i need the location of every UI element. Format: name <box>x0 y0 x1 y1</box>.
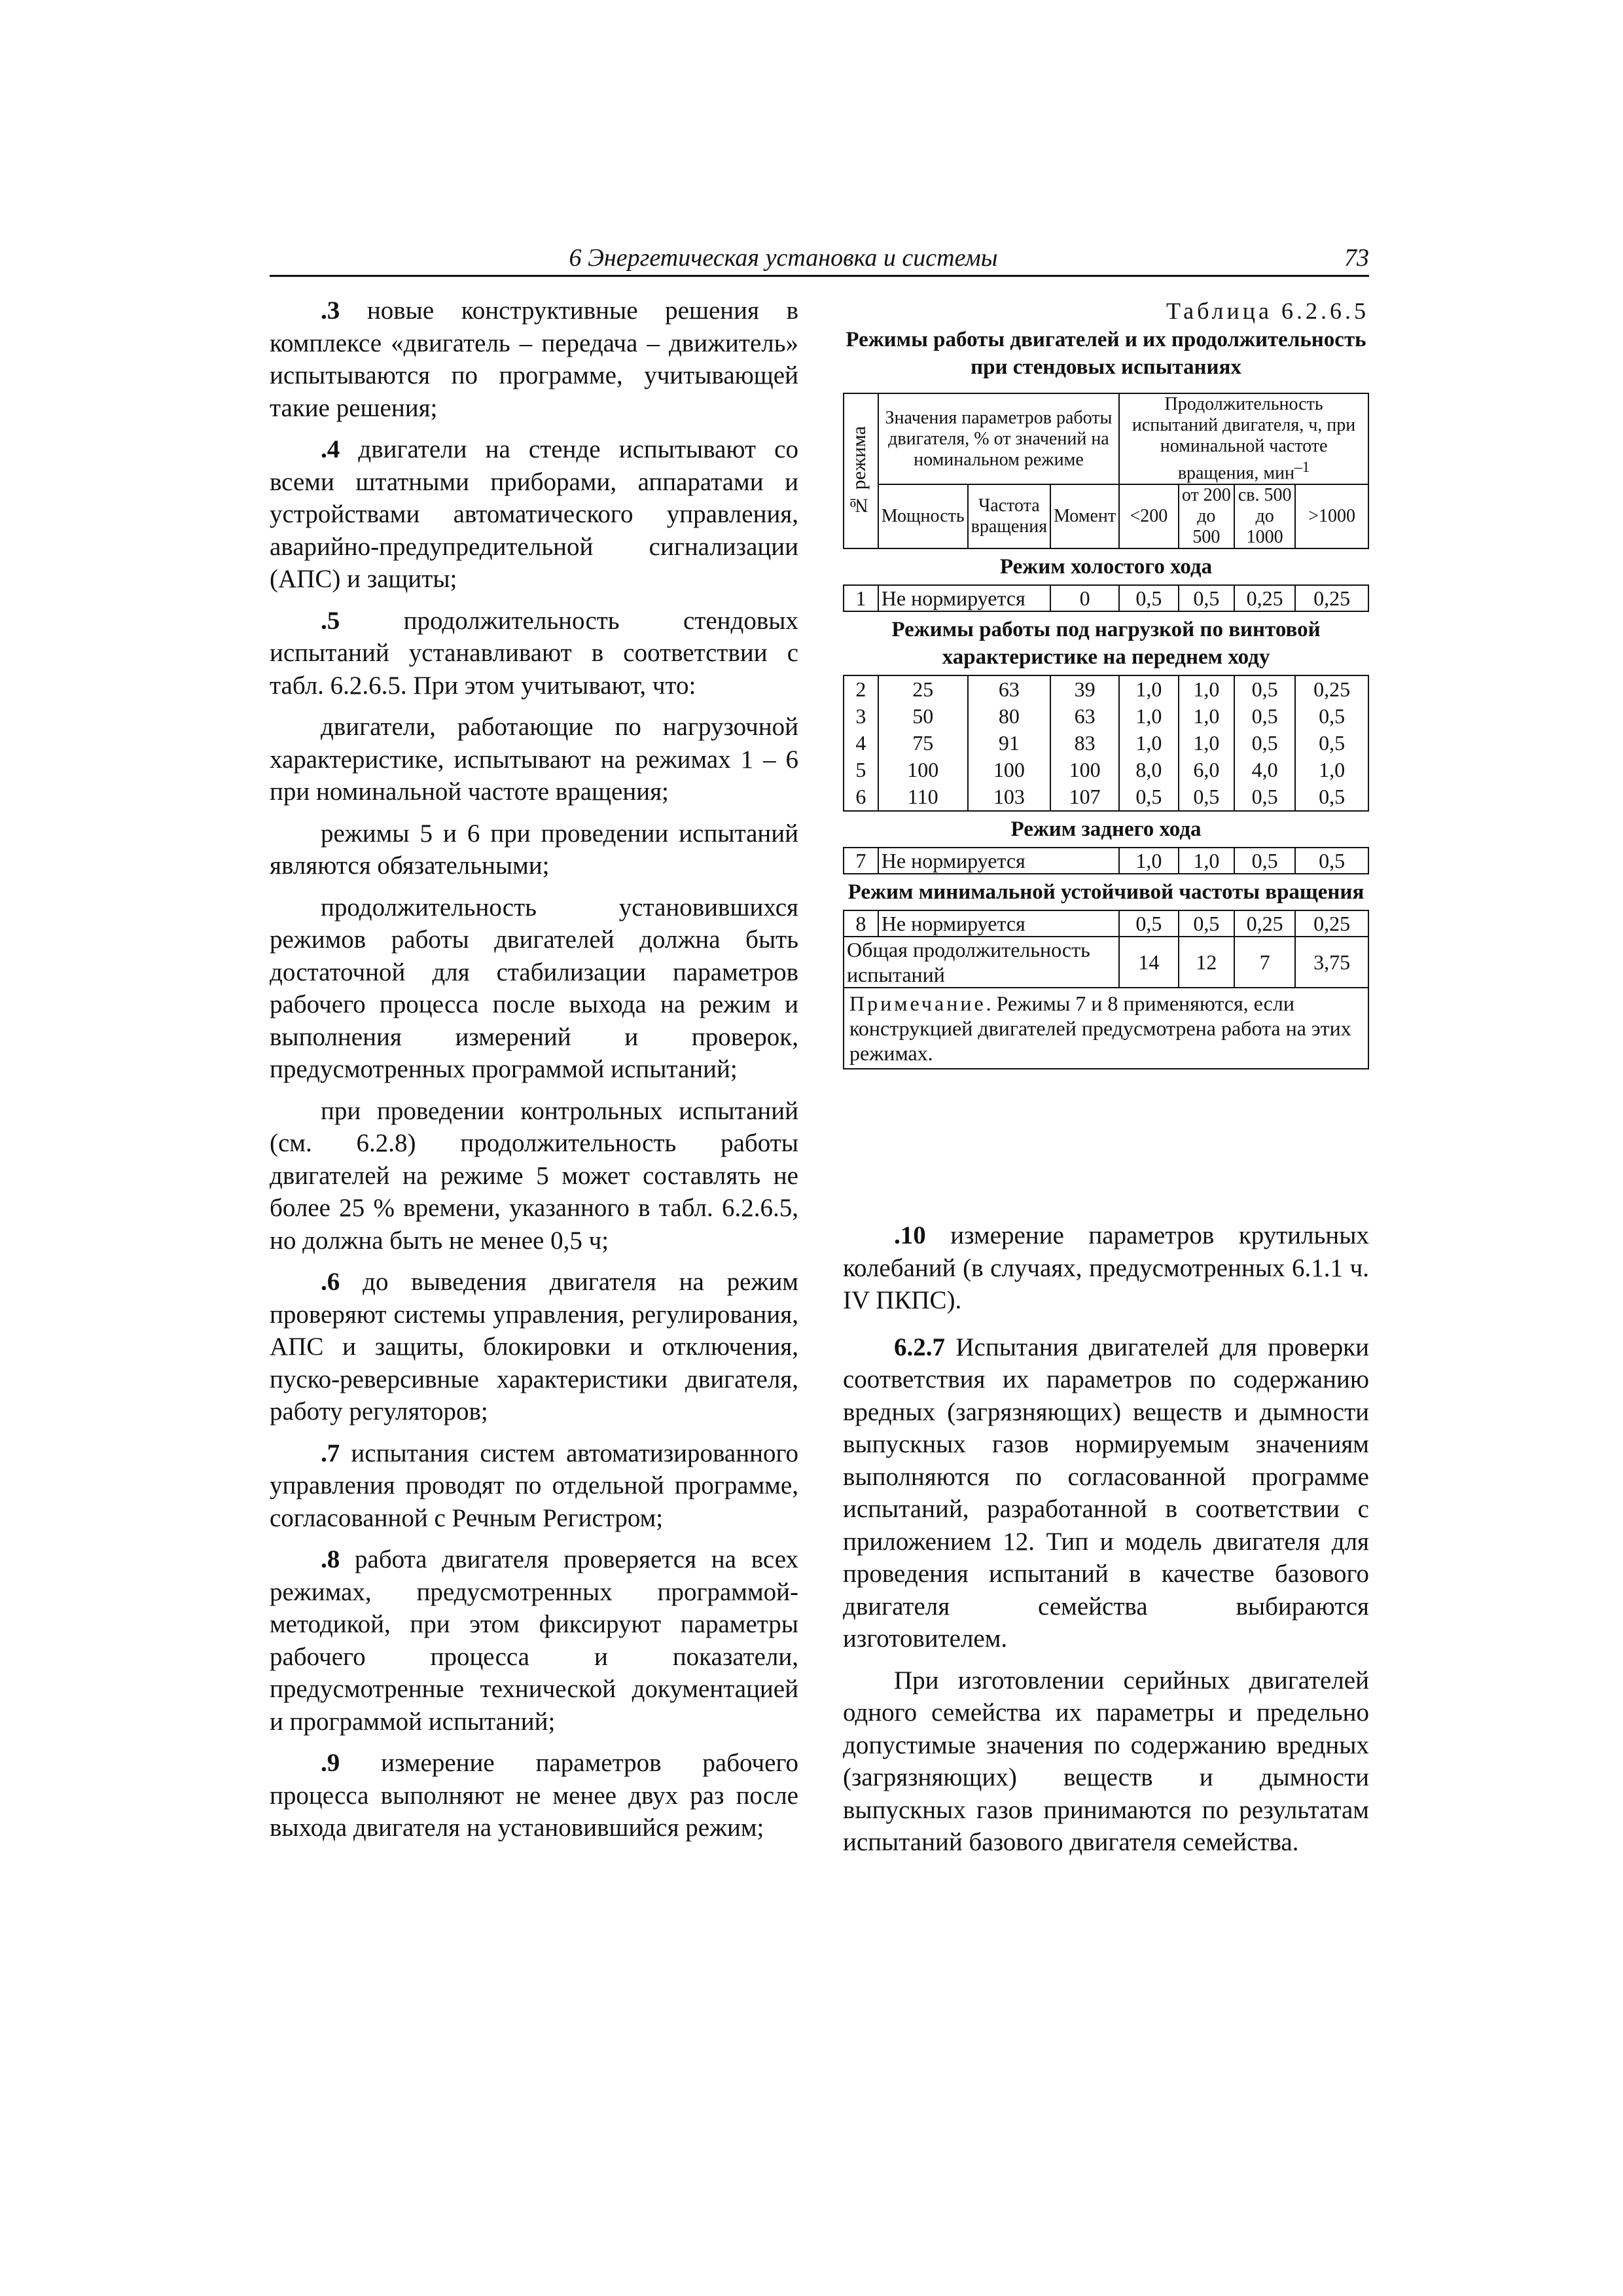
table-cell: 12 <box>1179 937 1234 988</box>
speed-lt200-header: <200 <box>1119 484 1179 548</box>
table-cell: 4 <box>844 730 878 757</box>
table-cell: 0,25 <box>1295 910 1368 937</box>
paragraph: .10 измерение параметров крутильных колебаний (в случаях, предусмотренных 6.1.1 ч. IV ПКПС). <box>843 1221 1369 1314</box>
table-cell: 5 <box>844 757 878 783</box>
power-header: Мощность <box>878 484 968 548</box>
table-caption <box>843 296 1369 381</box>
table-row <box>844 703 1368 730</box>
section-heading: Режим заднего хода <box>844 811 1368 848</box>
table-cell: 0,5 <box>1179 783 1234 811</box>
running-header <box>270 243 1369 277</box>
table-cell: 0,5 <box>1179 910 1234 937</box>
table-cell: 100 <box>1050 757 1119 783</box>
header-title: 6 Энергетическая установка и системы <box>569 244 998 272</box>
table-cell: 1,0 <box>1179 730 1234 757</box>
table-cell: Не нормируется <box>878 848 1119 874</box>
paragraph: продолжительность установившихся режимов работы двигателей должна быть достаточной для стабилизации параметров рабочего процесса после выхода на режим и выполнения измерений и проверок, предусмотренных программой испытаний; <box>270 893 798 1083</box>
section-heading: Режим минимальной устойчивой частоты вращения <box>844 874 1368 910</box>
table-cell: 50 <box>878 703 968 730</box>
parameters-group-header: Значения параметров работы двигателя, % от значений на номинальном режиме <box>878 393 1119 484</box>
paragraph: .7 испытания систем автоматизированного управления проводят по отдельной программе, согласованной с Речным Регистром; <box>270 1439 798 1532</box>
paragraph: .3 новые конструктивные решения в комплексе «двигатель – передача – движитель» испытываются по программе, учитывающей такие решения; <box>270 296 798 422</box>
table-cell: 1,0 <box>1119 848 1179 874</box>
table-cell: 0,5 <box>1234 783 1295 811</box>
table-cell: Не нормируется <box>878 910 1119 937</box>
duration-group-header: Продолжительность испытаний двигателя, ч, при номинальной частоте вращения, мин$^{-1}$ <box>1119 393 1368 484</box>
paragraph: .6 до выведения двигателя на режим проверяют системы управления, регулирования, АПС и защиты, блокировки и отключения, пуско-реверсивные характеристики двигателя, работу регуляторов; <box>270 1268 798 1426</box>
right-column <box>843 1219 1369 1868</box>
table-cell: 8,0 <box>1119 757 1179 783</box>
table-cell: 1,0 <box>1119 730 1179 757</box>
page-number: 73 <box>1344 244 1369 272</box>
table-cell: 0,5 <box>1234 730 1295 757</box>
table-note: Примечание. Режимы 7 и 8 применяются, если конструкцией двигателей предусмотрена работа на этих режимах. <box>844 988 1368 1069</box>
paragraph: 6.2.7 Испытания двигателей для проверки соответствия их параметров по содержанию вредных (загрязняющих) веществ и дымности выпускных газов нормируемым значениям выполняются по согласованной программе испытаний, разработанной в соответствии с приложением 12. Тип и модель двигателя для проведения испытаний в качестве базового двигателя семейства выбираются изготовителем. <box>843 1333 1369 1653</box>
table-cell: Не нормируется <box>878 585 1050 611</box>
table-cell: 63 <box>968 675 1050 703</box>
table-cell: 0,5 <box>1295 848 1368 874</box>
table-cell: 110 <box>878 783 968 811</box>
table-cell: 80 <box>968 703 1050 730</box>
speed-200-500-header: от 200 до 500 <box>1179 484 1234 548</box>
table-cell: 6 <box>844 783 878 811</box>
frequency-header: Частота вращения <box>968 484 1050 548</box>
paragraph: .5 продолжительность стендовых испытаний устанавливают в соответствии с табл. 6.2.6.5. При этом учитывают, что: <box>270 606 798 700</box>
moment-header: Момент <box>1050 484 1119 548</box>
table-cell: 0,5 <box>1295 703 1368 730</box>
table-cell: 1,0 <box>1119 703 1179 730</box>
table-cell: 0,25 <box>1295 585 1368 611</box>
mode-number-header: № режима <box>844 393 878 548</box>
table-cell: 1,0 <box>1179 675 1234 703</box>
paragraph: .8 работа двигателя проверяется на всех режимах, предусмотренных программой-методикой, при этом фиксируют параметры рабочего процесса и показатели, предусмотренные технической документацией и программой испытаний; <box>270 1545 798 1736</box>
paragraph: режимы 5 и 6 при проведении испытаний являются обязательными; <box>270 819 798 880</box>
table-title: Режимы работы двигателей и их продолжительность при стендовых испытаниях <box>846 328 1366 379</box>
table-row <box>844 675 1368 703</box>
paragraph: .9 измерение параметров рабочего процесса выполняют не менее двух раз после выхода двигателя на установившийся режим; <box>270 1749 798 1842</box>
table-cell: 4,0 <box>1234 757 1295 783</box>
table-cell: 2 <box>844 675 878 703</box>
table-cell: 103 <box>968 783 1050 811</box>
table-cell: 0,5 <box>1295 730 1368 757</box>
table-cell: 91 <box>968 730 1050 757</box>
table-cell: 0 <box>1050 585 1119 611</box>
table-cell: 39 <box>1050 675 1119 703</box>
table-cell: 8 <box>844 910 878 937</box>
table-cell: 14 <box>1119 937 1179 988</box>
table-cell: 3 <box>844 703 878 730</box>
speed-gt1000-header: >1000 <box>1295 484 1368 548</box>
table-cell: 7 <box>844 848 878 874</box>
table-cell: 100 <box>878 757 968 783</box>
table-cell: 1,0 <box>1179 848 1234 874</box>
table-cell: 1,0 <box>1179 703 1234 730</box>
table-cell: 0,5 <box>1179 585 1234 611</box>
speed-500-1000-header: св. 500 до 1000 <box>1234 484 1295 548</box>
section-heading: Режим холостого хода <box>844 548 1368 585</box>
table-cell: 0,5 <box>1234 675 1295 703</box>
total-label: Общая продолжительность испытаний <box>844 937 1119 988</box>
table-number: Таблица 6.2.6.5 <box>1166 298 1369 324</box>
table-row <box>844 757 1368 783</box>
left-column <box>270 295 798 1854</box>
test-modes-table <box>843 393 1369 1069</box>
table-cell: 7 <box>1234 937 1295 988</box>
table-cell: 0,5 <box>1119 585 1179 611</box>
table-cell: 0,5 <box>1119 783 1179 811</box>
table-cell: 0,5 <box>1295 783 1368 811</box>
table-cell: 0,25 <box>1295 675 1368 703</box>
paragraph: .4 двигатели на стенде испытывают со всеми штатными приборами, аппаратами и устройствами автоматического управления, аварийно-предупредительной сигнализации (АПС) и защиты; <box>270 435 798 593</box>
table-cell: 75 <box>878 730 968 757</box>
table-cell: 100 <box>968 757 1050 783</box>
table-cell: 1 <box>844 585 878 611</box>
section-heading: Режимы работы под нагрузкой по винтовой характеристике на переднем ходу <box>844 611 1368 675</box>
table-cell: 1,0 <box>1295 757 1368 783</box>
table-cell: 6,0 <box>1179 757 1234 783</box>
paragraph: При изготовлении серийных двигателей одного семейства их параметры и предельно допустимые значения по содержанию вредных (загрязняющих) веществ и дымности выпускных газов принимаются по результатам испытаний базового двигателя семейства. <box>843 1666 1369 1856</box>
table-cell: 3,75 <box>1295 937 1368 988</box>
table-cell: 25 <box>878 675 968 703</box>
paragraph: при проведении контрольных испытаний (см. 6.2.8) продолжительность работы двигателей на режиме 5 может составлять не более 25 % времени, указанного в табл. 6.2.6.5, но должна быть не менее 0,5 ч; <box>270 1096 798 1255</box>
table-cell: 0,5 <box>1234 703 1295 730</box>
table-cell: 1,0 <box>1119 675 1179 703</box>
table-cell: 0,5 <box>1119 910 1179 937</box>
table-cell: 63 <box>1050 703 1119 730</box>
table-row <box>844 783 1368 811</box>
table-cell: 83 <box>1050 730 1119 757</box>
table-cell: 0,5 <box>1234 848 1295 874</box>
paragraph: двигатели, работающие по нагрузочной характеристике, испытывают на режимах 1 – 6 при номинальной частоте вращения; <box>270 713 798 806</box>
table-cell: 0,25 <box>1234 585 1295 611</box>
table-cell: 0,25 <box>1234 910 1295 937</box>
table-cell: 107 <box>1050 783 1119 811</box>
table-row <box>844 730 1368 757</box>
